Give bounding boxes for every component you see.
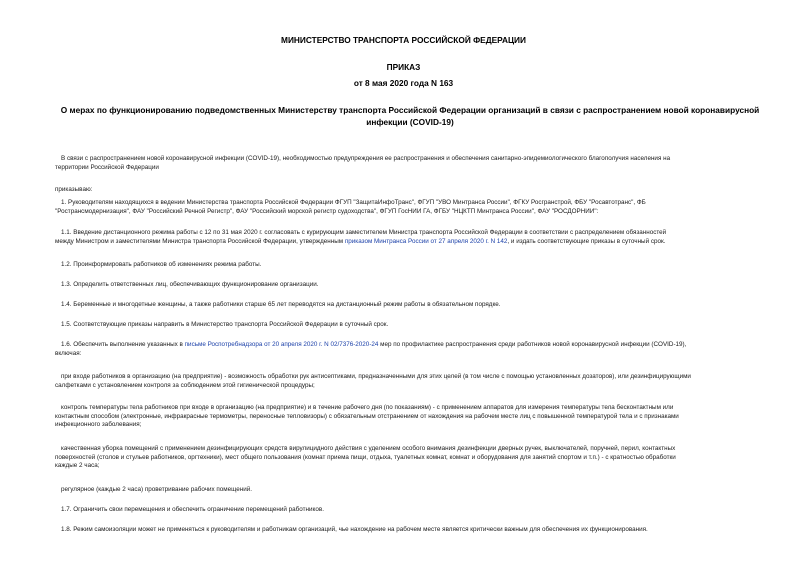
p1-line-1: 1. Руководителям находящихся в ведении Министерства транспорта Российской Федерации ФГУП "ЗащитаИнфоТранс", ФГУП "УВО Минтранса России", ФГКУ Росгранстрой, ФБУ "Росавтотранс", ФБ — [61, 199, 646, 206]
p16-text-a: 1.6. Обеспечить выполнение указанных в — [61, 341, 185, 348]
paragraph-1-6 — [55, 341, 797, 358]
p11-text-a: между Министром и заместителями Министра транспорта Российской Федерации, утвержденным — [55, 237, 345, 245]
p17-text: 1.7. Ограничить свои перемещения и обеспечить ограничение перемещений работников. — [61, 506, 324, 513]
b2-line-2: контактным способом (электронные, инфракрасные термометры, переносные тепловизоры) с обязательным отстранением от нахождения на рабочем месте лиц с повышенной температурой тела и с признаками — [55, 412, 679, 420]
bullet-temperature-control — [55, 404, 797, 430]
bullet-ventilation — [55, 486, 797, 495]
b3-line-3: каждые 2 часа; — [55, 462, 100, 470]
paragraph-1-8 — [55, 526, 797, 535]
p1-line-2: "Ространсмодернизация", ФАУ "Российский Речной Регистр", ФАУ "Российский морской регистр судоходства", ФГУП ГосНИИ ГА, ФГБУ "НЦКТП Минтранса России", ФАУ "РОСДОРНИИ": — [55, 207, 599, 215]
b3-line-1: качественная уборка помещений с применением дезинфицирующих средств вирулицидного действия с уделением особого внимания дезинфекции дверных ручек, выключателей, поручней, перил, контактных — [61, 445, 676, 452]
paragraph-1-4 — [55, 301, 797, 310]
paragraph-1-7 — [55, 506, 797, 515]
paragraph-1-5 — [55, 321, 797, 330]
p11-text-b: , и издать соответствующие приказы в суточный срок. — [507, 237, 666, 245]
order-word: приказываю: — [55, 186, 93, 193]
document-type: ПРИКАЗ — [386, 62, 421, 72]
p16-line-2: включая: — [55, 349, 82, 357]
p12-text: 1.2. Проинформировать работников об изменениях режима работы. — [61, 261, 262, 268]
rospotrebnadzor-letter-link[interactable]: письме Роспотребнадзора от 20 апреля 2020 г. N 02/7376-2020-24 — [184, 341, 379, 348]
bullet-cleaning — [55, 445, 797, 471]
b4-text: регулярное (каждые 2 часа) проветривание рабочих помещений. — [61, 486, 253, 493]
intro-line-2: территории Российской Федерации — [55, 163, 159, 171]
b1-line-1: при входе работников в организацию (на предприятие) - возможность обработки рук антисептиками, предназначенными для этих целей (в том числе с помощью установленных дозаторов), или дезинфицирующими — [61, 373, 691, 380]
paragraph-1-2 — [55, 261, 797, 270]
p11-line-1: 1.1. Введение дистанционного режима работы с 12 по 31 мая 2020 г. согласовать с курирующим заместителем Министра транспорта Российской Федерации в соответствии с распределением обязанностей — [61, 229, 667, 236]
document-title: О мерах по функционированию подведомственных Министерству транспорта Российской Федерации организаций в связи с распространением новой коронавирусной инфекции (COVID-19) — [60, 105, 760, 127]
document-date: от 8 мая 2020 года N 163 — [353, 78, 454, 88]
ministry-name: МИНИСТЕРСТВО ТРАНСПОРТА РОССИЙСКОЙ ФЕДЕРАЦИИ — [281, 35, 526, 45]
order-142-link[interactable]: приказом Минтранса России от 27 апреля 2020 г. N 142 — [344, 237, 508, 245]
bullet-hand-sanitizing — [55, 373, 797, 390]
paragraph-1 — [55, 199, 797, 216]
b3-line-2: поверхностей (столов и стульев работников, оргтехники), мест общего пользования (комнат приема пищи, отдыха, туалетных комнат, комнат и оборудования для занятий спортом и т.п.) - с кратностью обработки — [55, 453, 676, 461]
b2-line-1: контроль температуры тела работников при входе в организацию (на предприятие) и в течение рабочего дня (по показаниям) - с применением аппаратов для измерения температуры тела бесконтактным или — [61, 404, 674, 411]
p13-text: 1.3. Определить ответственных лиц, обеспечивающих функционирование организации. — [61, 281, 319, 288]
b1-line-2: салфетками с установлением контроля за соблюдением этой гигиенической процедуры; — [55, 381, 315, 389]
b2-line-3: инфекционного заболевания; — [55, 421, 142, 429]
p16-line-1 — [55, 341, 797, 350]
p16-text-b: мер по профилактике распространения среди работников новой коронавирусной инфекции (COVID-19), — [378, 341, 687, 348]
paragraph-1-1 — [55, 229, 797, 246]
intro-paragraph — [55, 155, 797, 172]
intro-line-1: В связи с распространением новой коронавирусной инфекции (COVID-19), необходимостью предупреждения ее распространения и обеспечения санитарно-эпидемиологического благополучия населения на — [61, 155, 671, 162]
p14-text: 1.4. Беременные и многодетные женщины, а также работники старше 65 лет переводятся на дистанционный режим работы в обязательном порядке. — [61, 301, 501, 308]
p15-text: 1.5. Соответствующие приказы направить в Министерство транспорта Российской Федерации в суточный срок. — [61, 321, 389, 328]
p11-line-2 — [55, 238, 797, 247]
paragraph-1-3 — [55, 281, 797, 290]
p18-text: 1.8. Режим самоизоляции может не применяться к руководителям и работникам организаций, чье нахождение на рабочем месте является критически важным для обеспечения их функционирования. — [61, 526, 648, 533]
